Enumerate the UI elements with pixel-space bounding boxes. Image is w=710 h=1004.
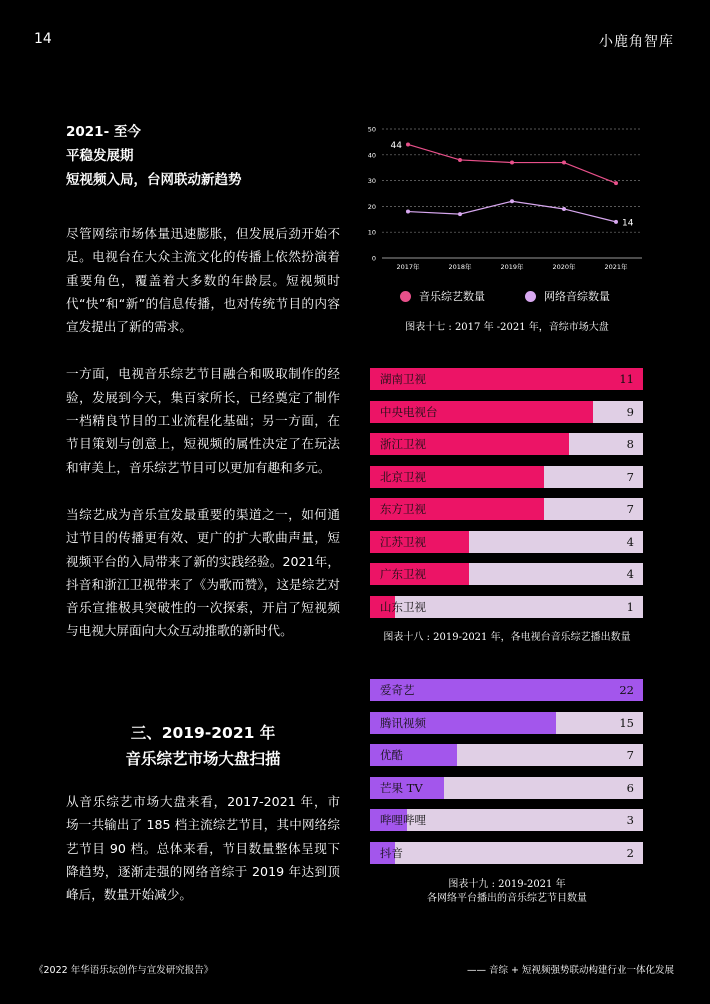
bar-value: 7 — [626, 502, 634, 516]
line-chart — [352, 120, 652, 280]
bar-row — [370, 401, 643, 423]
body-paragraph: 当综艺成为音乐宣发最重要的渠道之一，如何通过节目的传播更有效、更广的扩大歌曲声量，短视频平台的入局带来了新的实践经验。2021年，抖音和浙江卫视带来了《为歌而赞》，这是综艺对音乐宣推极具突破性的一次探索，开启了短视频与电视大屏面向大众互动推歌的新时代。 — [66, 506, 340, 639]
bar-row — [370, 433, 643, 455]
footer-section-title: —— 音综 + 短视频强势联动构建行业一体化发展 — [466, 965, 674, 976]
tv-station-bar-chart — [370, 368, 643, 628]
legend-label: 音乐综艺数量 — [419, 290, 485, 303]
bar-value: 11 — [619, 372, 634, 386]
bar-label: 抖音 — [380, 845, 403, 860]
chart-caption-line: 各网络平台播出的音乐综艺节目数量 — [427, 893, 587, 904]
bar-value: 7 — [626, 469, 634, 484]
platform-bar-chart — [370, 679, 643, 874]
bar-label: 优酷 — [380, 748, 403, 762]
bar-label: 东方卫视 — [380, 502, 426, 516]
bar-value: 4 — [626, 567, 634, 581]
x-tick-label: 2019年 — [500, 263, 524, 271]
bar-label: 哔哩哔哩 — [380, 813, 426, 827]
bar-row — [370, 466, 643, 488]
y-tick-label: 50 — [367, 125, 376, 134]
era-heading-line: 2021- 至今 — [66, 124, 141, 140]
bar-label: 广东卫视 — [380, 567, 426, 581]
era-heading-line: 短视频入局，台网联动新趋势 — [66, 172, 242, 188]
bar-label: 芒果 TV — [380, 780, 423, 795]
bar-value: 1 — [626, 599, 634, 614]
bar-value: 4 — [626, 534, 634, 549]
bar-row — [370, 531, 643, 553]
brand-name: 小鹿角智库 — [599, 34, 674, 50]
bar-label: 江苏卫视 — [380, 534, 426, 549]
bar-row — [370, 842, 643, 864]
legend-dot-icon — [400, 291, 411, 302]
y-tick-label: 20 — [367, 202, 376, 211]
bar-value: 2 — [626, 845, 634, 860]
x-tick-label: 2020年 — [552, 263, 576, 271]
bar-label: 湖南卫视 — [380, 372, 426, 386]
bar-row — [370, 596, 643, 618]
y-tick-label: 0 — [371, 254, 376, 263]
chart-caption-line: 图表十九 : 2019-2021 年 — [448, 879, 566, 890]
bar-label: 中央电视台 — [380, 404, 438, 419]
bar-row — [370, 809, 643, 831]
data-point — [406, 210, 410, 214]
series-line — [408, 201, 616, 222]
body-paragraph: 尽管网综市场体量迅速膨胀，但发展后劲开始不足。电视台在大众主流文化的传播上依然扮演着重要角色，覆盖着大多数的年龄层。短视频时代“快”和“新”的信息传播，也对传统节目的内容宣发提出了新的需求。 — [66, 226, 340, 335]
bar-label: 北京卫视 — [380, 469, 426, 484]
y-tick-label: 30 — [367, 177, 376, 186]
data-point — [458, 212, 462, 216]
footer-report-title: 《2022 年华语乐坛创作与宣发研究报告》 — [34, 965, 214, 976]
data-point — [510, 161, 514, 165]
bar-value: 3 — [626, 813, 634, 827]
bar-label: 浙江卫视 — [380, 437, 426, 451]
legend-label: 网络音综数量 — [544, 290, 610, 303]
x-tick-label: 2018年 — [448, 263, 472, 271]
bar-row — [370, 368, 643, 390]
bar-row — [370, 679, 643, 701]
body-paragraph: 从音乐综艺市场大盘来看，2017-2021 年，市场一共输出了 185 档主流综艺节目，其中网络综艺节目 90 档。总体来看，节目数量整体呈现下降趋势，逐渐走强的网络音综于 2019 年达到顶峰后，数量开始减少。 — [66, 794, 340, 903]
legend-item — [400, 288, 485, 304]
body-paragraph: 一方面，电视音乐综艺节目融合和吸取制作的经验，发展到今天，集百家所长，已经奠定了制作一档精良节目的工业流程化基础；另一方面，在节目策划与创意上，短视频的属性决定了在玩法和审美上，音乐综艺节目可以更加有趣和多元。 — [66, 366, 340, 475]
section-title-line: 音乐综艺市场大盘扫描 — [125, 750, 281, 768]
bar-value: 8 — [626, 437, 634, 451]
data-label: 44 — [390, 140, 402, 151]
data-point — [614, 220, 618, 224]
bar-row — [370, 777, 643, 799]
bar-label: 山东卫视 — [380, 599, 426, 614]
line-chart-legend — [400, 288, 660, 304]
chart-caption — [352, 878, 662, 906]
bar-value: 6 — [626, 780, 634, 795]
section-title — [66, 720, 340, 772]
bar-row — [370, 744, 643, 766]
bar-row — [370, 712, 643, 734]
legend-item — [525, 288, 610, 304]
bar-value: 15 — [619, 715, 634, 730]
y-tick-label: 10 — [367, 228, 376, 237]
left-column — [66, 120, 340, 643]
y-tick-label: 40 — [367, 151, 376, 160]
data-point — [406, 142, 410, 146]
x-tick-label: 2017年 — [396, 263, 420, 271]
data-point — [510, 199, 514, 203]
legend-dot-icon — [525, 291, 536, 302]
bar-value: 22 — [619, 683, 634, 697]
chart-caption: 图表十七 : 2017 年 -2021 年，音综市场大盘 — [405, 322, 609, 333]
bar-label: 爱奇艺 — [380, 683, 415, 697]
bar-row — [370, 498, 643, 520]
data-point — [458, 158, 462, 162]
x-tick-label: 2021年 — [604, 263, 628, 271]
bar-label: 腾讯视频 — [380, 715, 426, 730]
section-title-line: 三、2019-2021 年 — [130, 724, 276, 742]
data-point — [562, 207, 566, 211]
page-number: 14 — [34, 31, 52, 47]
bar-value: 9 — [626, 404, 634, 419]
data-point — [562, 161, 566, 165]
era-heading-line: 平稳发展期 — [66, 148, 134, 164]
bar-row — [370, 563, 643, 585]
data-label: 14 — [622, 218, 634, 229]
data-point — [614, 181, 618, 185]
chart-caption: 图表十八 : 2019-2021 年，各电视台音乐综艺播出数量 — [383, 632, 631, 643]
bar-value: 7 — [626, 748, 634, 762]
